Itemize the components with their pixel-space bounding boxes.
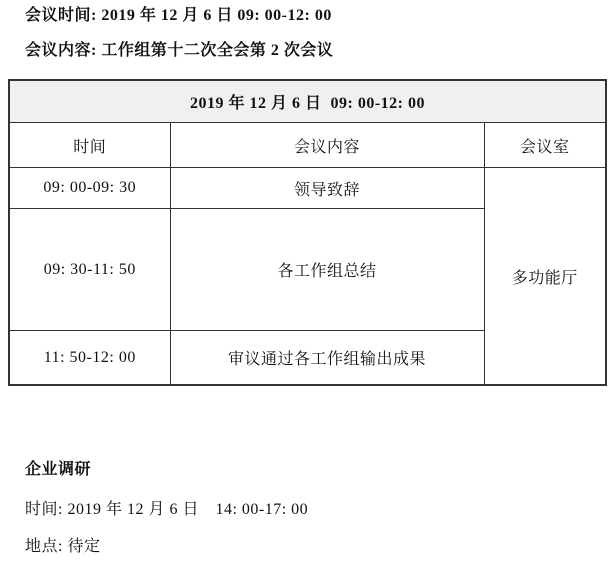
schedule-table [8,79,607,386]
table-title: 2019 年 12 月 6 日 09: 00-12: 00 [9,80,606,123]
cell-time-2: 09: 30-11: 50 [9,209,170,331]
cell-time-1: 09: 00-09: 30 [9,168,170,209]
cell-content-1: 领导致辞 [170,168,484,209]
column-header-time: 时间 [9,123,170,168]
meeting-content-line: 会议内容: 工作组第十二次全会第 2 次会议 [25,42,334,59]
research-time-line: 时间: 2019 年 12 月 6 日 14: 00-17: 00 [25,501,309,518]
cell-time-3: 11: 50-12: 00 [9,331,170,386]
column-header-room: 会议室 [484,123,606,168]
table-row [9,168,606,209]
cell-room-merged: 多功能厅 [484,168,606,386]
research-location-line: 地点: 待定 [25,538,101,555]
table-header-row [9,123,606,168]
cell-content-2: 各工作组总结 [170,209,484,331]
column-header-content: 会议内容 [170,123,484,168]
section-title-research: 企业调研 [25,461,92,478]
cell-content-3: 审议通过各工作组输出成果 [170,331,484,386]
meeting-time-line: 会议时间: 2019 年 12 月 6 日 09: 00-12: 00 [25,7,332,24]
table-title-row [9,80,606,123]
